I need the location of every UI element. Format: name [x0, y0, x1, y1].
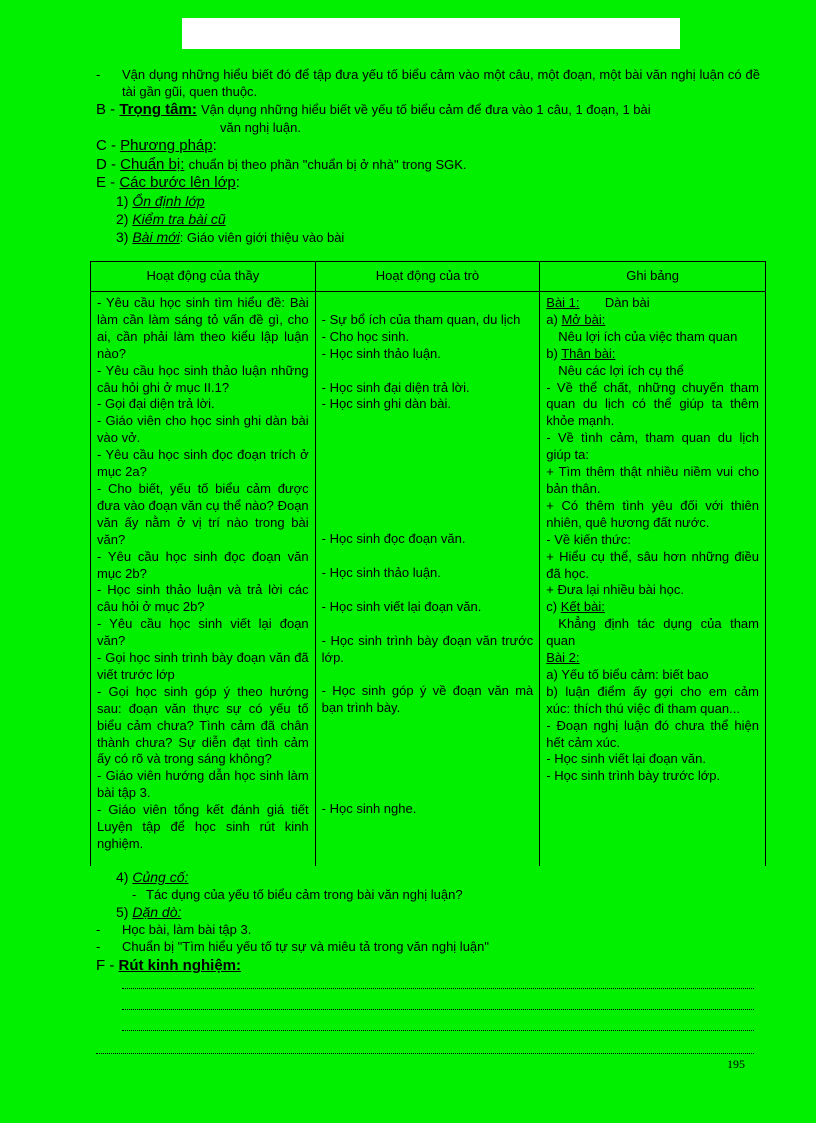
student-item: - Học sinh nghe. [321, 801, 417, 817]
board-item: + Đưa lại nhiều bài học. [546, 582, 684, 598]
teacher-item: - Yêu cầu học sinh đọc đoạn trích ở mục 2a? [97, 447, 309, 480]
teacher-item: - Giáo viên hướng dẫn học sinh làm bài tập 3. [97, 768, 309, 801]
section-b-title: Trọng tâm: [119, 101, 197, 118]
board-notes [540, 292, 766, 866]
step-1-label: Ổn định lớp [132, 193, 205, 209]
step-5-item: - Chuẩn bị "Tìm hiểu yếu tố tự sự và miêu tả trong văn nghị luận" [96, 938, 760, 955]
board-mo-bai [546, 312, 759, 329]
teacher-item: - Cho biết, yếu tố biểu cảm được đưa vào đoạn văn cụ thể nào? Đoạn văn ấy nằm ở vị trí nào trong bài văn? [97, 480, 309, 547]
step-4-item: - Tác dụng của yếu tố biểu cảm trong bài văn nghị luận? [96, 886, 760, 903]
section-d-text: chuẩn bị theo phần "chuẩn bị ở nhà" trong SGK. [188, 157, 467, 172]
section-c-title: Phương pháp [120, 137, 213, 154]
section-b [96, 100, 760, 136]
step-2-num: 2) [116, 211, 129, 227]
teacher-item: - Giáo viên tổng kết đánh giá tiết Luyện tập để học sinh rút kinh nghiệm. [97, 802, 309, 851]
board-item: - Về kiến thức: [546, 531, 631, 547]
section-d-letter: D - [96, 156, 116, 173]
step-4-num: 4) [116, 869, 129, 885]
step-4-item-text: Tác dụng của yếu tố biểu cảm trong bài văn nghị luận? [146, 887, 463, 902]
step-5-item: - Học bài, làm bài tập 3. [96, 921, 760, 938]
step-5 [96, 903, 760, 921]
student-item: - Học sinh viết lại đoạn văn. [321, 598, 482, 614]
dotted-line [122, 1030, 754, 1031]
step-5-item-2: Chuẩn bị "Tìm hiểu yếu tố tự sự và miêu tả trong văn nghị luận" [122, 939, 489, 954]
step-3 [96, 228, 760, 247]
lesson-table [90, 261, 766, 866]
board-item: + Hiểu cụ thể, sâu hơn những điều đã học. [546, 548, 759, 581]
section-e [96, 173, 760, 247]
section-f-letter: F - [96, 957, 115, 974]
board-item: + Có thêm tình yêu đối với thiên nhiên, quê hương đất nước. [546, 497, 759, 530]
board-than-bai-label: Thân bài: [561, 345, 616, 361]
board-ket-bai [546, 599, 759, 616]
step-3-text: : Giáo viên giới thiệu vào bài [179, 230, 345, 245]
dotted-line [122, 1009, 754, 1010]
intro-bullet: - Vận dụng những hiểu biết đó để tập đưa yếu tố biểu cảm vào một câu, một đoạn, một bài văn nghị luận có đề tài gần gũi, quen thuộc. [96, 67, 760, 99]
board-than-bai-text: Nêu các lợi ích cụ thể [558, 362, 684, 378]
board-bai2-label: Bài 2: [546, 650, 580, 666]
student-item: - Cho học sinh. [321, 328, 410, 344]
teacher-item: - Học sinh thảo luận và trả lời các câu hỏi ở mục 2b? [97, 582, 309, 615]
board-item: + Tìm thêm thật nhiều niềm vui cho bản thân. [546, 464, 759, 496]
board-item: - Học sinh trình bày trước lớp. [546, 768, 721, 784]
header-board: Ghi bảng [540, 262, 766, 292]
teacher-item: - Yêu cầu học sinh tìm hiểu đề: Bài làm cần làm sáng tỏ vấn đề gì, cho ai, cần phải làm theo kiểu lập luận nào? [97, 295, 309, 361]
board-mo-bai-label: Mở bài: [561, 311, 606, 327]
board-than-bai-num: b) [546, 345, 558, 361]
board-bai1-text: Dàn bài [604, 295, 650, 310]
teacher-item: - Gọi học sinh trình bày đoạn văn đã viết trước lớp [97, 650, 309, 682]
header-blank-box [182, 18, 680, 49]
step-1 [96, 192, 760, 210]
section-b-text-1: Vận dụng những hiểu biết về yếu tố biểu cảm để đưa vào 1 câu, 1 đoạn, 1 bài [201, 102, 651, 117]
page-number: 195 [727, 1057, 745, 1071]
section-d-title: Chuẩn bị: [120, 156, 185, 173]
teacher-item: - Giáo viên cho học sinh ghi dàn bài vào vở. [97, 413, 309, 446]
student-item: - Học sinh đọc đoạn văn. [321, 531, 466, 547]
teacher-activities [91, 292, 316, 866]
header-student: Hoạt động của trò [315, 262, 540, 292]
section-e-colon: : [235, 174, 240, 191]
step-2-label: Kiểm tra bài cũ [132, 211, 226, 227]
step-5-item-1: Học bài, làm bài tập 3. [122, 922, 252, 937]
section-b-letter: B - [96, 101, 116, 118]
header-teacher: Hoạt động của thầy [91, 262, 316, 292]
board-item: - Về thể chất, những chuyến tham quan du lịch có thể giúp ta thêm khỏe mạnh. [546, 379, 759, 429]
section-e-title: Các bước lên lớp [119, 174, 236, 191]
board-than-bai [546, 346, 759, 363]
intro-bullet-text: Vận dụng những hiểu biết đó để tập đưa yếu tố biểu cảm vào một câu, một đoạn, một bài văn nghị luận có đề tài gần gũi, quen thuộc. [122, 67, 760, 99]
section-e-letter: E - [96, 174, 116, 191]
step-4 [96, 868, 760, 886]
board-ket-bai-text: Khẳng định tác dụng của tham quan [546, 616, 759, 649]
board-item: - Về tình cảm, tham quan du lịch giúp ta: [546, 430, 759, 463]
board-mo-bai-text: Nêu lợi ích của việc tham quan [558, 328, 738, 344]
dotted-line [96, 1053, 754, 1054]
teacher-item: - Gọi học sinh góp ý theo hướng sau: đoạn văn thực sự có yếu tố biểu cảm chưa? Tình cảm đã chân thành chưa? Sự diễn đạt tình cảm ấy có rõ và trong sáng không? [97, 683, 309, 767]
student-item: - Học sinh ghi dàn bài. [321, 396, 452, 412]
after-table [96, 868, 760, 975]
section-c-letter: C - [96, 137, 116, 154]
teacher-item: - Yêu cầu học sinh thảo luận những câu hỏi ghi ở mục II.1? [97, 362, 309, 395]
board-bai1-label: Bài 1: [546, 295, 580, 310]
step-2 [96, 210, 760, 228]
student-activities [315, 292, 540, 866]
section-c [96, 136, 760, 155]
teacher-item: - Yêu cầu học sinh đọc đoạn văn mục 2b? [97, 548, 309, 581]
step-4-label: Củng cố: [132, 869, 189, 885]
step-5-label: Dặn dò: [132, 904, 182, 920]
board-item: a) Yếu tố biểu cảm: biết bao [546, 666, 709, 682]
step-5-num: 5) [116, 904, 129, 920]
student-item: - Học sinh thảo luận. [321, 345, 441, 361]
board-ket-bai-label: Kết bài: [560, 599, 605, 615]
board-item: b) luận điểm ấy gợi cho em cảm xúc: thích thú việc đi tham quan... [546, 683, 759, 716]
section-b-text-2: văn nghị luận. [220, 120, 301, 135]
step-1-num: 1) [116, 193, 129, 209]
board-item: - Học sinh viết lại đoạn văn. [546, 751, 706, 767]
section-f [96, 956, 760, 975]
student-item: - Sự bổ ích của tham quan, du lịch [321, 311, 521, 327]
board-mo-bai-num: a) [546, 311, 558, 327]
board-ket-bai-num: c) [546, 599, 558, 615]
section-d [96, 155, 760, 174]
section-f-title: Rút kinh nghiệm: [118, 957, 241, 974]
student-item: - Học sinh thảo luận. [321, 565, 441, 581]
teacher-item: - Gọi đại diện trả lời. [97, 396, 215, 412]
student-item: - Học sinh đại diện trả lời. [321, 379, 470, 395]
board-bai1 [546, 295, 759, 312]
teacher-item: - Yêu cầu học sinh viết lại đoạn văn? [97, 616, 309, 649]
student-item: - Học sinh góp ý về đoạn văn mà bạn trình bày. [321, 683, 534, 716]
dotted-line [122, 988, 754, 989]
step-3-label: Bài mới [132, 229, 180, 245]
student-item: - Học sinh trình bày đoạn văn trước lớp. [321, 632, 534, 665]
section-c-colon: : [212, 137, 217, 154]
step-3-num: 3) [116, 229, 129, 245]
board-item: - Đoạn nghị luận đó chưa thể hiện hết cảm xúc. [546, 717, 759, 750]
